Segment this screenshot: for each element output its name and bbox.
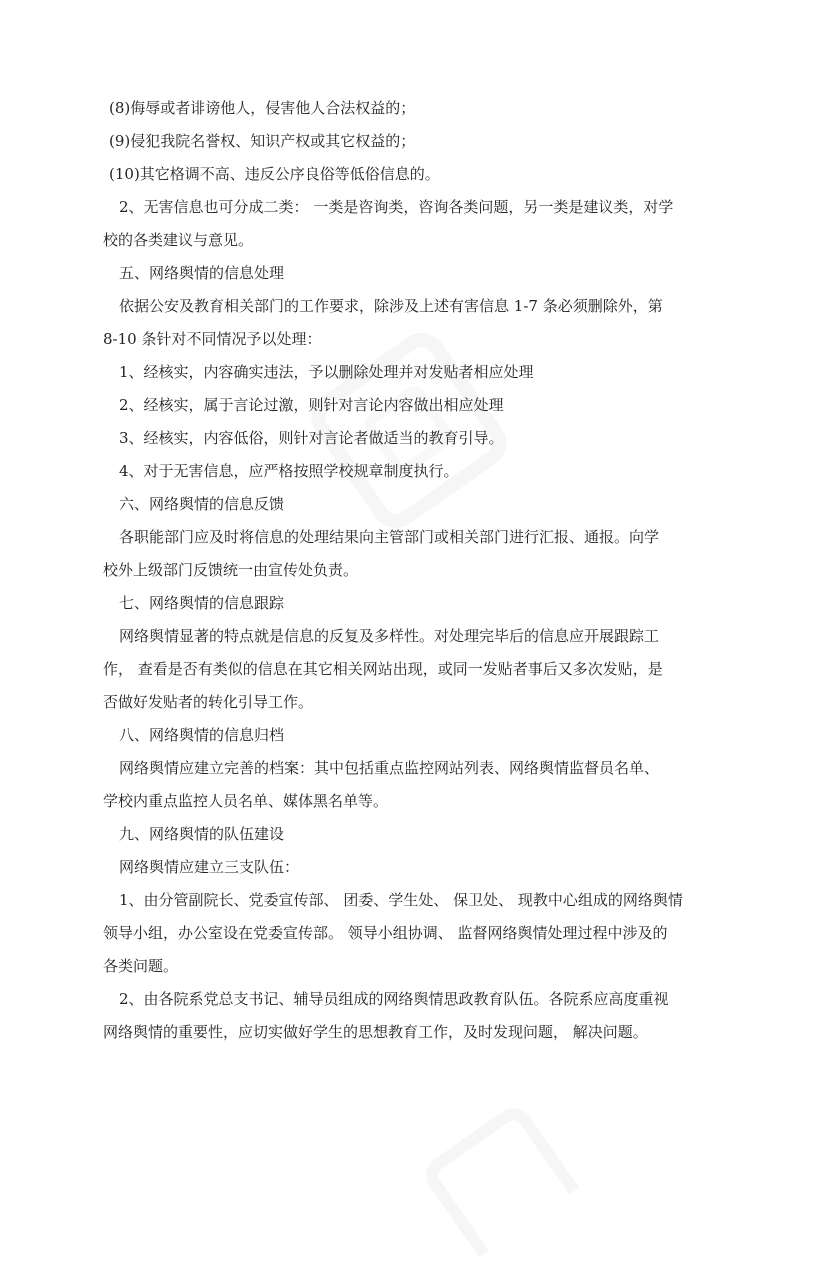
paragraph-team-intro: 网络舆情应建立三支队伍：	[119, 858, 300, 876]
paragraph-harmless-info-line1: 2、无害信息也可分成二类： 一类是咨询类，咨询各类问题，另一类是建议类，对学	[119, 198, 674, 216]
paragraph-feedback-line2: 校外上级部门反馈统一由宣传处负责。	[103, 561, 359, 579]
paragraph-processing-item-3: 3、经核实，内容低俗，则针对言论者做适当的教育引导。	[119, 429, 504, 447]
section-heading-8: 八、网络舆情的信息归档	[119, 726, 285, 744]
paragraph-processing-item-1: 1、经核实，内容确实违法，予以删除处理并对发贴者相应处理	[119, 363, 534, 381]
paragraph-team-2-line1: 2、由各院系党总支书记、辅导员组成的网络舆情思政教育队伍。各院系应高度重视	[119, 990, 669, 1008]
paragraph-team-1-line2: 领导小组，办公室设在党委宣传部。 领导小组协调、 监督网络舆情处理过程中涉及的	[103, 924, 668, 942]
paragraph-processing-line2: 8-10 条针对不同情况予以处理：	[103, 330, 322, 348]
watermark-icon-2	[399, 1075, 599, 1265]
paragraph-team-1-line3: 各类问题。	[103, 957, 179, 975]
paragraph-item-8: (8)侮辱或者诽谤他人，侵害他人合法权益的；	[109, 99, 416, 117]
paragraph-team-1-line1: 1、由分管副院长、党委宣传部、 团委、学生处、 保卫处、 现教中心组成的网络舆情	[119, 891, 683, 909]
section-heading-9: 九、网络舆情的队伍建设	[119, 825, 285, 843]
paragraph-feedback-line1: 各职能部门应及时将信息的处理结果向主管部门或相关部门进行汇报、通报。向学	[119, 528, 660, 546]
watermark-logo-2	[399, 1075, 601, 1268]
paragraph-processing-item-4: 4、对于无害信息，应严格按照学校规章制度执行。	[119, 462, 459, 480]
section-heading-7: 七、网络舆情的信息跟踪	[119, 594, 285, 612]
paragraph-archive-line1: 网络舆情应建立完善的档案：其中包括重点监控网站列表、网络舆情监督员名单、	[119, 759, 660, 777]
paragraph-tracking-line1: 网络舆情显著的特点就是信息的反复及多样性。对处理完毕后的信息应开展跟踪工	[119, 627, 660, 645]
paragraph-tracking-line3: 否做好发贴者的转化引导工作。	[103, 693, 314, 711]
paragraph-team-2-line2: 网络舆情的重要性，应切实做好学生的思想教育工作，及时发现问题， 解决问题。	[103, 1023, 648, 1041]
paragraph-item-10: (10)其它格调不高、违反公序良俗等低俗信息的。	[109, 165, 440, 183]
document-body	[103, 92, 733, 1049]
paragraph-processing-line1: 依据公安及教育相关部门的工作要求，除涉及上述有害信息 1-7 条必须删除外，第	[119, 297, 663, 315]
paragraph-processing-item-2: 2、经核实，属于言论过激，则针对言论内容做出相应处理	[119, 396, 504, 414]
section-heading-5: 五、网络舆情的信息处理	[119, 264, 285, 282]
section-heading-6: 六、网络舆情的信息反馈	[119, 495, 285, 513]
paragraph-harmless-info-line2: 校的各类建议与意见。	[103, 231, 254, 249]
paragraph-tracking-line2: 作， 查看是否有类似的信息在其它相关网站出现，或同一发贴者事后又多次发贴，是	[103, 660, 663, 678]
paragraph-archive-line2: 学校内重点监控人员名单、媒体黑名单等。	[103, 792, 389, 810]
paragraph-item-9: (9)侵犯我院名誉权、知识产权或其它权益的；	[109, 132, 416, 150]
